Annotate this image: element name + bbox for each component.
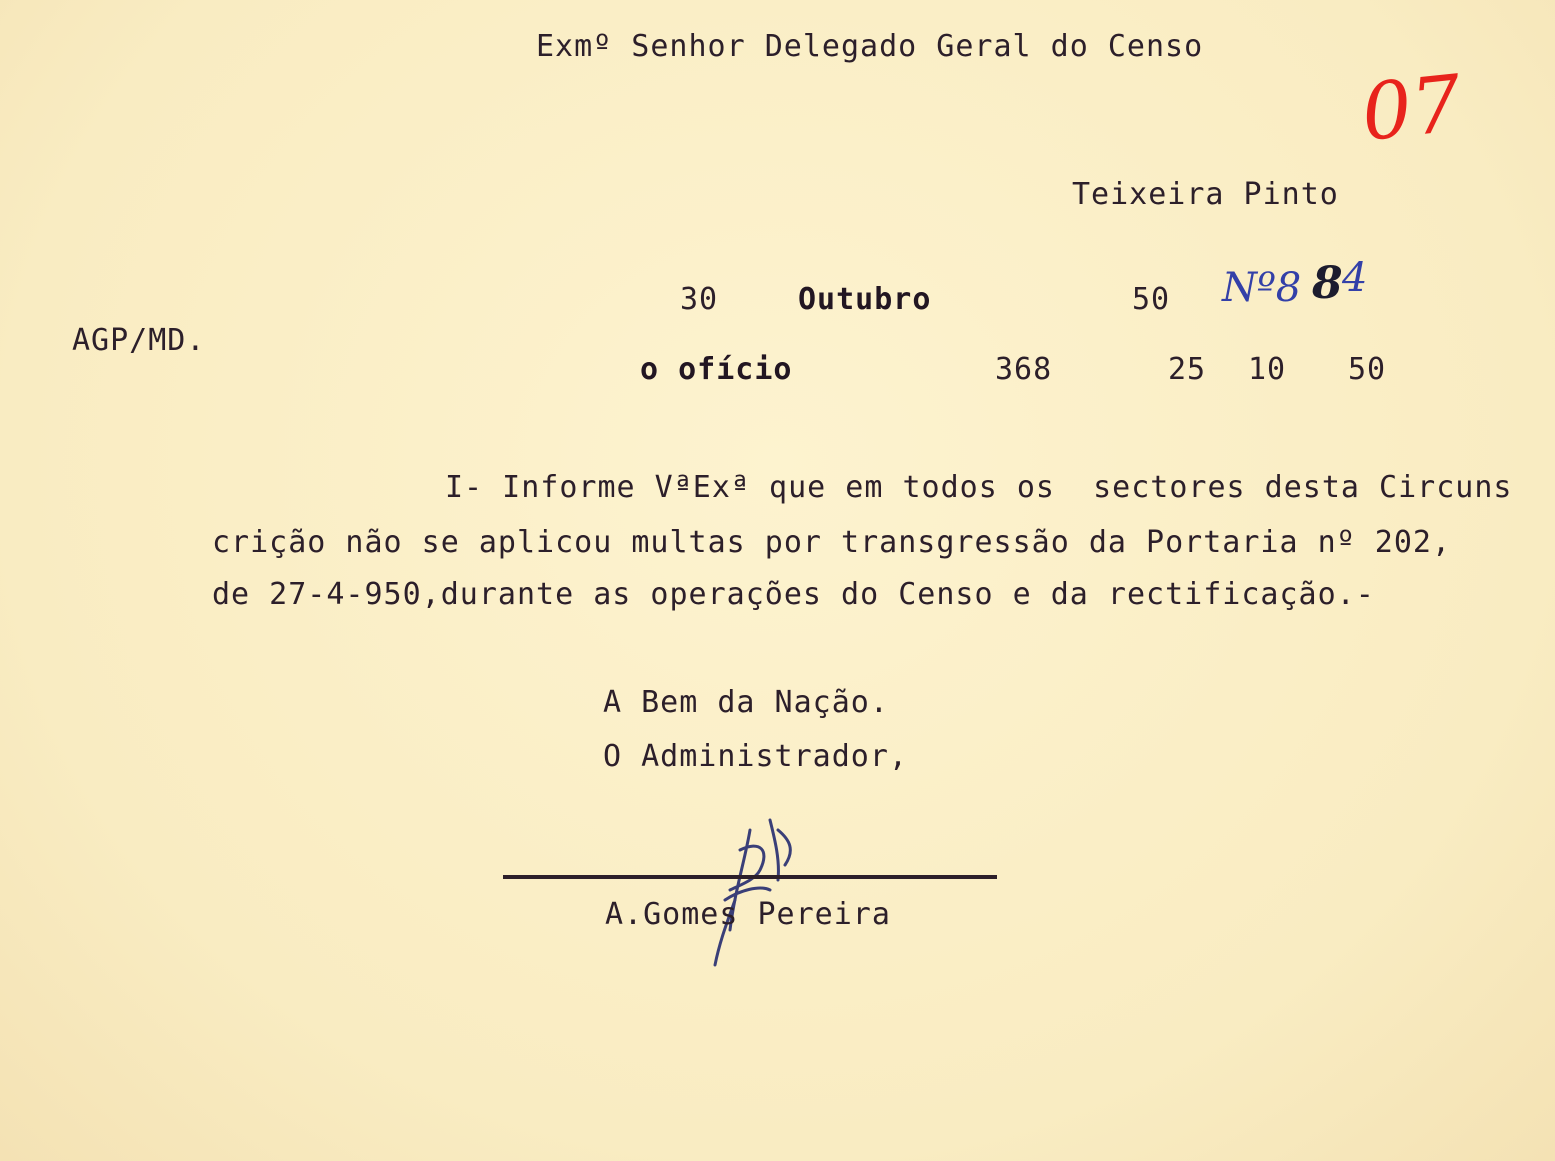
body-line-2: crição não se aplicou multas por transgressão da Portaria nº 202, [212, 525, 1451, 560]
salutation: Exmº Senhor Delegado Geral do Censo [536, 29, 1204, 64]
date-year: 50 [1132, 282, 1171, 317]
body-line-1: I- Informe VªExª que em todos os sectores desta Circuns [445, 470, 1513, 505]
office-day: 25 [1168, 352, 1207, 387]
place-name: Teixeira Pinto [1072, 177, 1339, 212]
date-day: 30 [680, 282, 719, 317]
office-number: 368 [995, 352, 1053, 387]
office-month: 10 [1248, 352, 1287, 387]
handwritten-signature [700, 790, 810, 974]
signatory-title: O Administrador, [603, 739, 908, 774]
handwritten-page-number: 07 [1357, 59, 1466, 159]
closing-formula: A Bem da Nação. [603, 685, 889, 720]
reference-code: AGP/MD. [72, 323, 206, 358]
handwritten-number-digit: 8 [1312, 258, 1343, 309]
date-month: Outubro [798, 282, 932, 317]
handwritten-number-prefix: Nº8 [1222, 265, 1302, 311]
office-year: 50 [1348, 352, 1387, 387]
body-line-3: de 27-4-950,durante as operações do Censo e da rectificação.- [212, 577, 1375, 612]
signature-line [503, 875, 997, 879]
signatory-name: A.Gomes Pereira [605, 897, 891, 932]
office-label: o ofício [640, 352, 793, 387]
handwritten-number-last-digit: 4 [1342, 255, 1368, 301]
